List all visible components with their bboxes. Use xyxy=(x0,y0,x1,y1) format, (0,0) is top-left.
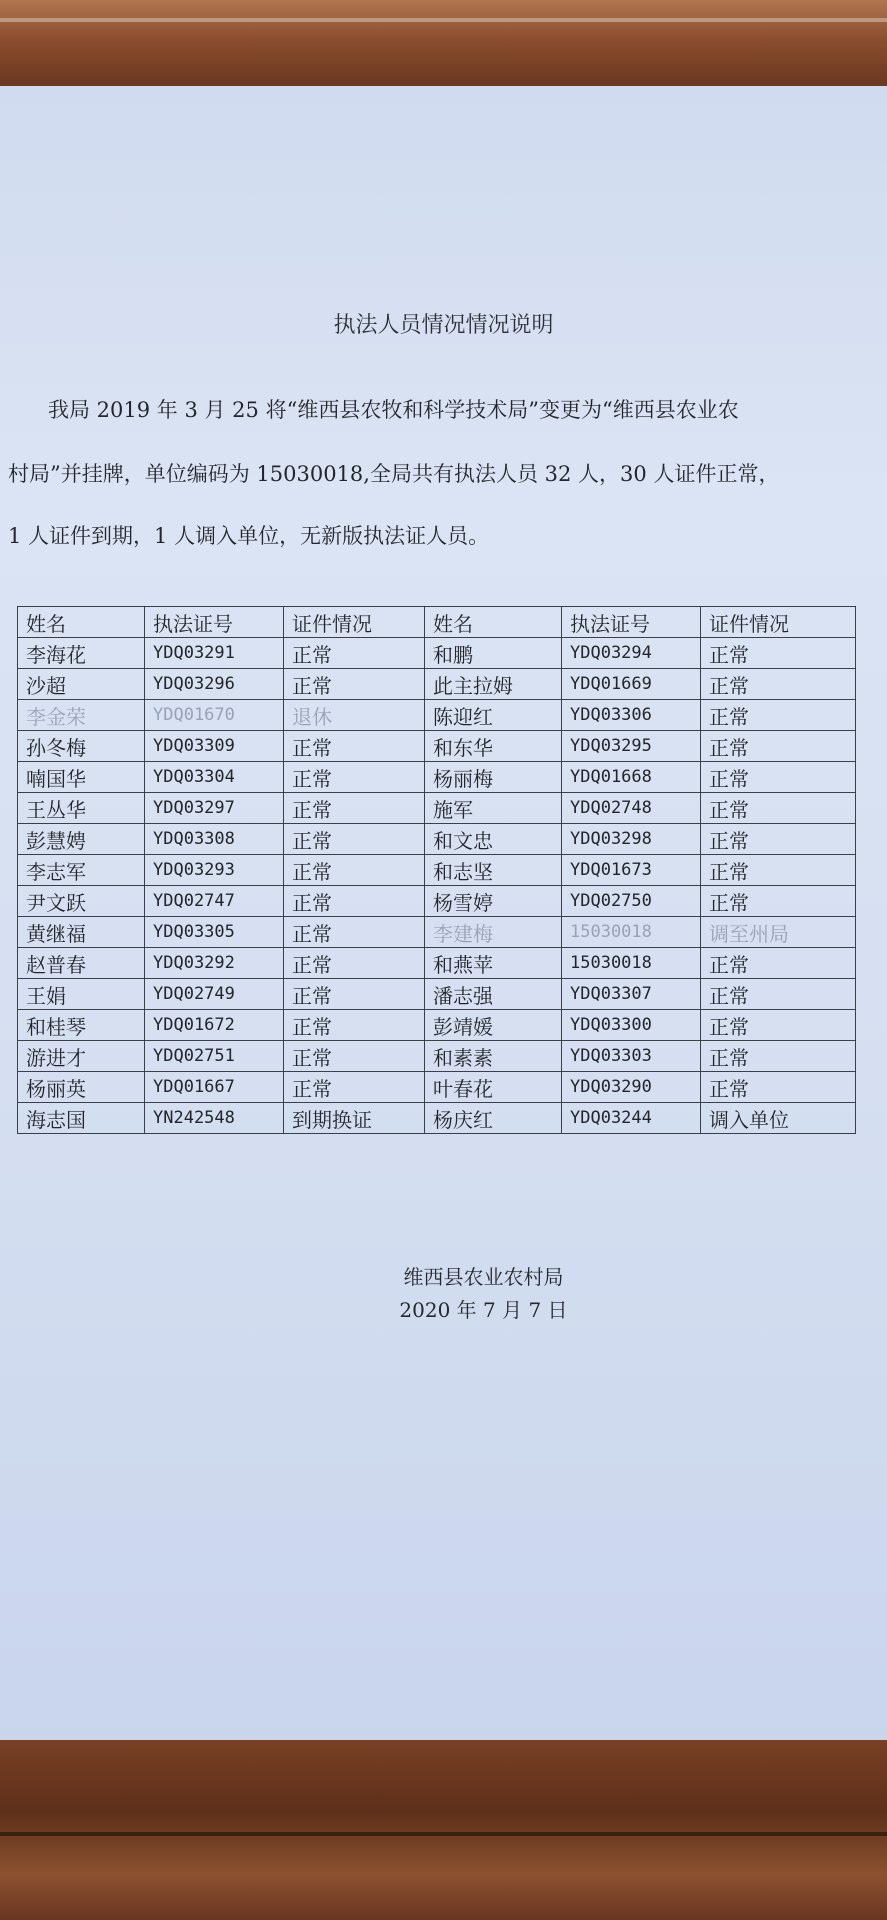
status-cell: 正常 xyxy=(284,793,425,824)
name-cell: 和东华 xyxy=(425,731,562,762)
name-cell: 彭慧娉 xyxy=(18,824,145,855)
name-cell: 陈迎红 xyxy=(425,700,562,731)
status-cell: 正常 xyxy=(701,638,856,669)
name-cell: 和鹏 xyxy=(425,638,562,669)
status-cell: 正常 xyxy=(284,979,425,1010)
status-cell: 正常 xyxy=(284,1041,425,1072)
name-cell: 和文忠 xyxy=(425,824,562,855)
status-cell: 正常 xyxy=(284,917,425,948)
table-row xyxy=(18,731,856,762)
header-license-number: 执法证号 xyxy=(562,607,701,638)
header-license-number: 执法证号 xyxy=(145,607,284,638)
name-cell: 和桂琴 xyxy=(18,1010,145,1041)
table-row xyxy=(18,638,856,669)
status-cell: 正常 xyxy=(284,948,425,979)
license-number-cell: YN242548 xyxy=(145,1103,284,1134)
status-cell: 正常 xyxy=(284,638,425,669)
header-name: 姓名 xyxy=(425,607,562,638)
license-number-cell: YDQ03309 xyxy=(145,731,284,762)
license-number-cell: YDQ03292 xyxy=(145,948,284,979)
status-cell: 退休 xyxy=(284,700,425,731)
name-cell: 沙超 xyxy=(18,669,145,700)
name-cell: 游进才 xyxy=(18,1041,145,1072)
license-number-cell: YDQ03290 xyxy=(562,1072,701,1103)
table-row xyxy=(18,669,856,700)
table-row xyxy=(18,1103,856,1134)
name-cell: 杨丽梅 xyxy=(425,762,562,793)
status-cell: 正常 xyxy=(284,824,425,855)
table-row xyxy=(18,762,856,793)
status-cell: 正常 xyxy=(284,669,425,700)
document-title: 执法人员情况情况说明 xyxy=(333,313,554,338)
name-cell: 赵普春 xyxy=(18,948,145,979)
license-number-cell: YDQ01670 xyxy=(145,700,284,731)
header-license-status: 证件情况 xyxy=(284,607,425,638)
license-number-cell: YDQ03296 xyxy=(145,669,284,700)
license-number-cell: YDQ02749 xyxy=(145,979,284,1010)
license-number-cell: YDQ01669 xyxy=(562,669,701,700)
status-cell: 正常 xyxy=(701,886,856,917)
name-cell: 喃国华 xyxy=(18,762,145,793)
license-number-cell: YDQ03297 xyxy=(145,793,284,824)
table-row xyxy=(18,1010,856,1041)
status-cell: 正常 xyxy=(701,762,856,793)
name-cell: 此主拉姆 xyxy=(425,669,562,700)
status-cell: 正常 xyxy=(284,1072,425,1103)
license-number-cell: YDQ01673 xyxy=(562,855,701,886)
status-cell: 正常 xyxy=(284,886,425,917)
table-row xyxy=(18,824,856,855)
status-cell: 正常 xyxy=(701,824,856,855)
name-cell: 和志坚 xyxy=(425,855,562,886)
license-number-cell: YDQ01668 xyxy=(562,762,701,793)
name-cell: 王丛华 xyxy=(18,793,145,824)
license-number-cell: YDQ03294 xyxy=(562,638,701,669)
status-cell: 调入单位 xyxy=(701,1103,856,1134)
name-cell: 李金荣 xyxy=(18,700,145,731)
license-number-cell: YDQ03298 xyxy=(562,824,701,855)
status-cell: 正常 xyxy=(701,731,856,762)
license-number-cell: YDQ03244 xyxy=(562,1103,701,1134)
table-row xyxy=(18,793,856,824)
license-number-cell: YDQ03304 xyxy=(145,762,284,793)
paragraph-line-1: 我局 2019 年 3 月 25 将“维西县农牧和科学技术局”变更为“维西县农业农 xyxy=(48,398,739,422)
wooden-table-top-edge xyxy=(0,0,887,90)
table-row xyxy=(18,855,856,886)
name-cell: 叶春花 xyxy=(425,1072,562,1103)
table-row xyxy=(18,1072,856,1103)
name-cell: 李志军 xyxy=(18,855,145,886)
paragraph-line-2: 村局”并挂牌，单位编码为 15030018,全局共有执法人员 32 人，30 人证件正常， xyxy=(8,462,780,486)
license-number-cell: YDQ01672 xyxy=(145,1010,284,1041)
name-cell: 杨丽英 xyxy=(18,1072,145,1103)
name-cell: 孙冬梅 xyxy=(18,731,145,762)
status-cell: 正常 xyxy=(701,669,856,700)
name-cell: 杨庆红 xyxy=(425,1103,562,1134)
signature-organization: 维西县农业农村局 xyxy=(403,1265,564,1289)
license-number-cell: YDQ03303 xyxy=(562,1041,701,1072)
name-cell: 李海花 xyxy=(18,638,145,669)
name-cell: 杨雪婷 xyxy=(425,886,562,917)
name-cell: 黄继福 xyxy=(18,917,145,948)
status-cell: 正常 xyxy=(284,731,425,762)
table-row xyxy=(18,700,856,731)
license-number-cell: 15030018 xyxy=(562,948,701,979)
license-number-cell: YDQ03300 xyxy=(562,1010,701,1041)
status-cell: 正常 xyxy=(701,948,856,979)
status-cell: 到期换证 xyxy=(284,1103,425,1134)
header-license-status: 证件情况 xyxy=(701,607,856,638)
status-cell: 正常 xyxy=(701,793,856,824)
status-cell: 正常 xyxy=(701,1072,856,1103)
table-row xyxy=(18,948,856,979)
name-cell: 海志国 xyxy=(18,1103,145,1134)
table-row xyxy=(18,979,856,1010)
license-number-cell: YDQ03308 xyxy=(145,824,284,855)
status-cell: 正常 xyxy=(701,700,856,731)
name-cell: 李建梅 xyxy=(425,917,562,948)
status-cell: 正常 xyxy=(284,855,425,886)
status-cell: 正常 xyxy=(701,1041,856,1072)
license-number-cell: YDQ01667 xyxy=(145,1072,284,1103)
name-cell: 尹文跃 xyxy=(18,886,145,917)
personnel-table xyxy=(17,606,856,1134)
status-cell: 调至州局 xyxy=(701,917,856,948)
status-cell: 正常 xyxy=(284,762,425,793)
table-row xyxy=(18,917,856,948)
status-cell: 正常 xyxy=(701,1010,856,1041)
license-number-cell: YDQ03291 xyxy=(145,638,284,669)
license-number-cell: YDQ02747 xyxy=(145,886,284,917)
name-cell: 彭靖媛 xyxy=(425,1010,562,1041)
license-number-cell: YDQ03305 xyxy=(145,917,284,948)
license-number-cell: YDQ02748 xyxy=(562,793,701,824)
name-cell: 施军 xyxy=(425,793,562,824)
document-page xyxy=(0,86,887,1754)
status-cell: 正常 xyxy=(701,979,856,1010)
status-cell: 正常 xyxy=(701,855,856,886)
wooden-table-bottom-edge xyxy=(0,1740,887,1920)
license-number-cell: YDQ03306 xyxy=(562,700,701,731)
license-number-cell: YDQ02750 xyxy=(562,886,701,917)
header-name: 姓名 xyxy=(18,607,145,638)
license-number-cell: YDQ03293 xyxy=(145,855,284,886)
license-number-cell: 15030018 xyxy=(562,917,701,948)
paragraph-line-3: 1 人证件到期，1 人调入单位，无新版执法证人员。 xyxy=(8,524,490,548)
status-cell: 正常 xyxy=(284,1010,425,1041)
table-body xyxy=(18,638,856,1134)
name-cell: 王娟 xyxy=(18,979,145,1010)
table-row xyxy=(18,886,856,917)
table-row xyxy=(18,1041,856,1072)
license-number-cell: YDQ03307 xyxy=(562,979,701,1010)
name-cell: 潘志强 xyxy=(425,979,562,1010)
signature-date: 2020 年 7 月 7 日 xyxy=(399,1298,568,1322)
license-number-cell: YDQ02751 xyxy=(145,1041,284,1072)
name-cell: 和燕苹 xyxy=(425,948,562,979)
name-cell: 和素素 xyxy=(425,1041,562,1072)
license-number-cell: YDQ03295 xyxy=(562,731,701,762)
table-header-row xyxy=(18,607,856,638)
